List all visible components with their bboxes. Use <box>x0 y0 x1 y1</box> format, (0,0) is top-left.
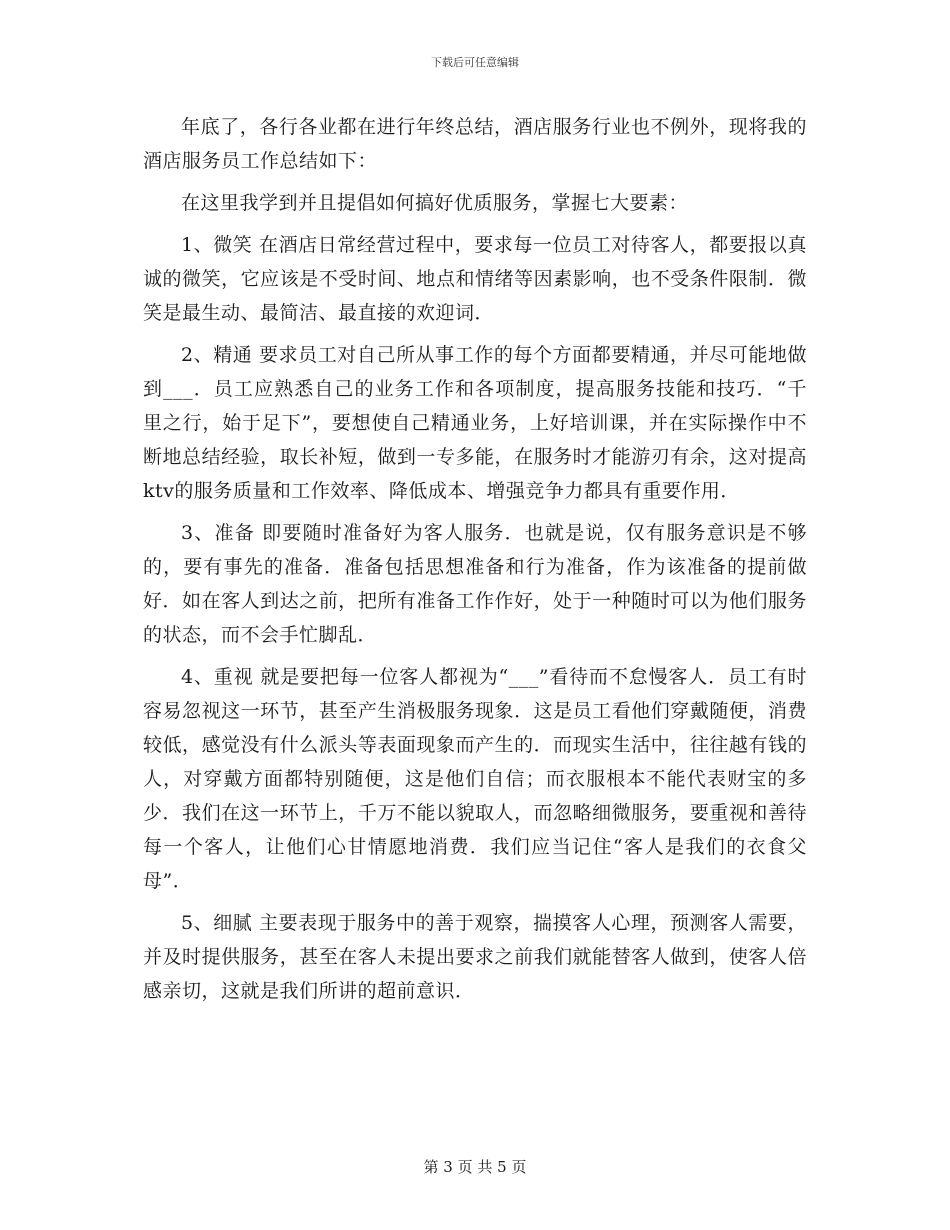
paragraph-smile: 1、微笑 在酒店日常经营过程中，要求每一位员工对待客人，都要报以真诚的微笑，它应该是不受时间、地点和情绪等因素影响，也不受条件限制．微笑是最生动、最简洁、最直接的欢迎词． <box>143 234 807 324</box>
paragraph-preparation: 3、准备 即要随时准备好为客人服务．也就是说，仅有服务意识是不够的，要有事先的准备．准备包括思想准备和行为准备，作为该准备的提前做好．如在客人到达之前，把所有准备工作作好，处于一种随时可以为他们服务的状态，而不会手忙脚乱． <box>143 522 807 646</box>
paragraph-meticulous: 5、细腻 主要表现于服务中的善于观察，揣摸客人心理，预测客人需要，并及时提供服务，甚至在客人未提出要求之前我们就能替客人做到，使客人倍感亲切，这就是我们所讲的超前意识． <box>143 912 807 1002</box>
paragraph-attention: 4、重视 就是要把每一位客人都视为“___”看待而不怠慢客人．员工有时容易忽视这一环节，甚至产生消极服务现象．这是员工看他们穿戴随便，消费较低，感觉没有什么派头等表面现象而产生的．而现实生活中，往往越有钱的人，对穿戴方面都特别随便，这是他们自信；而衣服根本不能代表财宝的多少．我们在这一环节上，千万不能以貌取人，而忽略细微服务，要重视和善待每一个客人，让他们心甘情愿地消费．我们应当记住“客人是我们的衣食父母”． <box>143 666 807 892</box>
page-footer: 第 3 页 共 5 页 <box>423 1158 527 1176</box>
page-header: 下载后可任意编辑 <box>431 56 519 69</box>
paragraph-seven-elements: 在这里我学到并且提倡如何搞好优质服务，掌握七大要素： <box>181 192 689 214</box>
document-body <box>143 110 807 1016</box>
paragraph-intro: 年底了，各行各业都在进行年终总结，酒店服务行业也不例外，现将我的酒店服务员工作总结如下： <box>143 116 807 172</box>
paragraph-proficiency: 2、精通 要求员工对自己所从事工作的每个方面都要精通，并尽可能地做到___．员工应熟悉自己的业务工作和各项制度，提高服务技能和技巧．“千里之行，始于足下”，要想使自己精通业务，上好培训课，并在实际操作中不断地总结经验，取长补短，做到一专多能，在服务时才能游刃有余，这对提高ktv的服务质量和工作效率、降低成本、增强竞争力都具有重要作用． <box>143 344 807 502</box>
